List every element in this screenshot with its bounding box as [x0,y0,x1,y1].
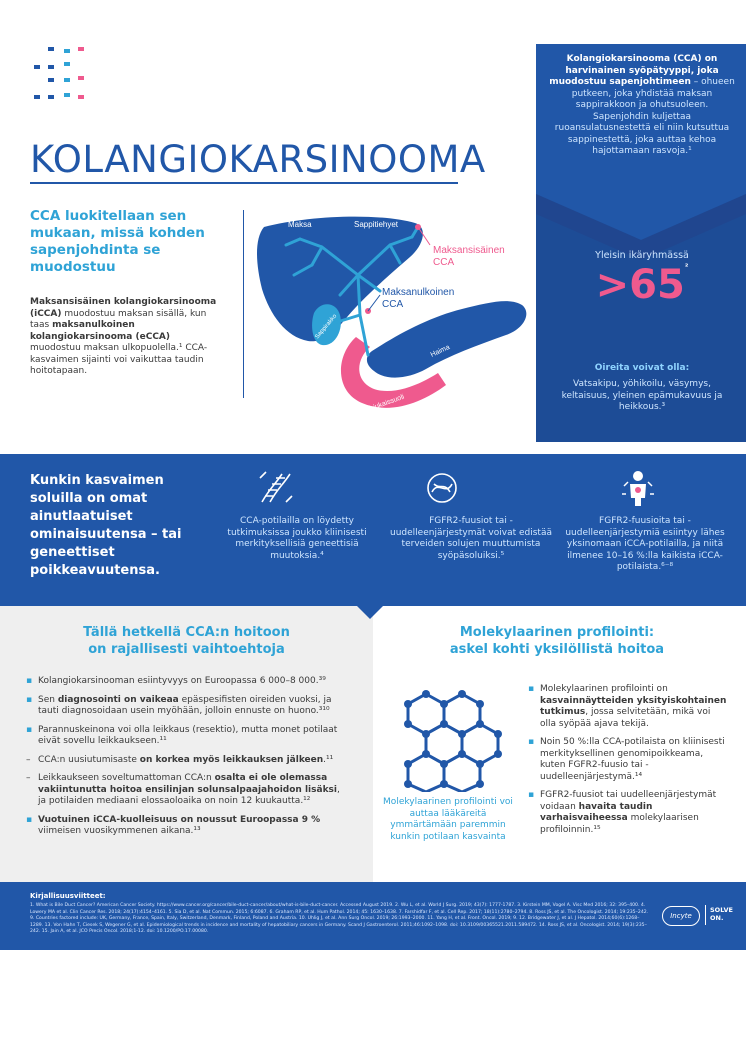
list-item [26,815,346,838]
list-emphasis: on korkea myös leikkauksen jälkeen [139,754,324,765]
genetics-col-1: CCA-potilailla on löydetty tutkimuksissa joukko kliinisesti merkityksellisiä geneettisiä muutoksia.⁴ [227,516,367,561]
label-pohjukaissuoli: Pohjukaissuoli [360,393,406,416]
solve-on-logo [710,906,733,922]
logo-dot [78,76,84,80]
list-text: Sen [38,694,58,705]
list-subitem [26,773,346,808]
band-notch [356,605,384,619]
label-sappirakko: Sappirakko [314,313,339,341]
age-footnote: ² [684,262,689,271]
list-emphasis: havaita taudin varhaisvaiheessa [540,801,653,823]
on-text: ON. [710,914,724,922]
label-maksa: Maksa [288,220,312,229]
logo-dot [78,47,84,51]
dna-icon [256,468,296,508]
treatment-heading [20,624,353,658]
list-emphasis: diagnosointi on vaikeaa [57,694,179,705]
intro-text: muodostuu maksan sisällä, kun taas [30,308,207,330]
list-item [528,684,728,730]
age-label: Yleisin ikäryhmässä [595,250,689,261]
logo-dot [48,78,54,82]
list-item: ▪ Parannuskeinona voi olla leikkaus (resektio), mutta monet potilaat eivät sovellu leikkaukseen.¹¹ [26,725,346,748]
solve-text: SOLVE [710,906,733,914]
profiling-heading-line-2: askel kohti yksilöllistä hoitoa [449,642,665,657]
logo-dot [48,65,54,69]
logo-divider [705,905,706,925]
profiling-heading-line-1: Molekylaarinen profilointi: [459,625,655,640]
list-text: epäspesifisten oireiden vuoksi, ja tauti diagnosoidaan usein myöhään, jolloin ennuste on huono.³¹⁰ [38,694,332,716]
cca-definition [548,54,736,158]
references-title: Kirjallisuusviitteet: [30,892,106,900]
list-text: FGFR2-fuusiot tai uudelleenjärjestymät voidaan [540,790,717,812]
logo-dot [64,62,70,66]
logo-dot [34,65,40,69]
patient-icon [618,468,658,508]
logo-dot [48,95,54,99]
list-text: Molekylaarinen profilointi on [540,684,668,694]
label-sappitiehyet: Sappitiehyet [354,220,399,229]
label-ecca-2: CCA [382,299,404,310]
list-item: ▪ Kolangiokarsinooman esiintyvyys on Euroopassa 6 000–8 000.³⁹ [26,676,346,688]
list-emphasis: osalta ei ole olemassa vakiintunutta hoitoa ensilinjan solunsalpaajahoidon lisäksi [38,773,338,795]
list-subitem [26,755,346,767]
molecule-icon [396,684,508,792]
list-emphasis: kasvainnäytteiden yksityiskohtainen tutkimus [540,695,727,717]
profiling-caption: Molekylaarinen profilointi voi auttaa lääkäreitä ymmärtämään paremmin kunkin potilaan kasvainta [383,797,513,842]
symptoms-heading: Oireita voivat olla: [594,363,690,373]
symptoms-text: Vatsakipu, yöhikoilu, väsymys, keltaisuus, yleinen epämukavuus ja heikkous.³ [561,379,723,412]
cca-definition-text: – ohueen putkeen, joka yhdistää maksan sappirakkoon ja ohutsuoleen. Sapenjohdin kuljettaa ruoansulatusnestettä eli niin kutsuttua sappinestettä, joka auttaa kehoa hajottamaan rasvoja.¹ [554,77,735,156]
treatment-heading-line-1: Tällä hetkellä CCA:n hoitoon [83,625,290,640]
list-item [26,695,346,718]
intro-heading: CCA luokitellaan sen mukaan, missä kohden sapenjohdinta se muodostuu [30,208,205,275]
cell-icon [422,468,462,508]
list-item: ▪ Noin 50 %:lla CCA-potilaista on kliinisesti merkityksellinen genomipoikkeama, kuten FGFR2-fuusio tai -uudelleenjärjestymä.¹⁴ [528,737,728,783]
label-icca-2: CCA [433,257,455,268]
references-text: 1. What is Bile Duct Cancer? American Cancer Society. https://www.cancer.org/cancer/bile-duct-cancer/about/what-is-bile-duct-cancer. Accessed August 2019. 2. Wu L, et al. World J Surg. 2019; 43(7): 1777-1787. 3. Kirstein MM, Vogel A. Visc Med 2016; 32: 395–400. 4. Lowery MA et al. Clin Cancer Res. 2018; 24(17):4154–4161. 5. Sia D, et al. Nat Commun. 2015; 6:6087. 6. Graham RP, et al. Hum Pathol. 2014; 45: 1630–1638. 7. Farshidfar F, et al. Cell Rep. 2017; 18(11):2780–2794. 8. Ross JS, et al. The Oncologist. 2014; 19:235–242. 9. Countries factored include: UK, Germany, France, Spain, Italy, Switzerland, Denmark, Finland, Poland and Austria. 10. Uhlig J, et al. Ann Surg Oncol. 2019; 26:1993–2000. 11. Yang H, et al. Front. Oncol. 2019; 9. 12. Bridgewater J, et al. J Hepatol. 2014;60(6):1268–1289. 13. Von Hahn T, Ciesek S, Wegener G, et al. Epidemiological trends in incidence and mortality of hepatobiliary cancers in Germany. Scand J Gastroenterol. 2011;46:1092–1098. doi: 10.3109/00365521.2011.589472. 14. Ross JS, et al. Oncologist. 2014; 19(3):235–242. 15. Jain A, et al. JCO Precis Oncol. 2018;1-12. doi: 10.1200/PO.17.00080. [30,903,649,935]
logo-dot [34,95,40,99]
icca-term: Maksansisäinen kolangiokarsinooma (iCCA) [30,297,217,319]
list-emphasis: Vuotuinen iCCA-kuolleisuus on noussut Euroopassa 9 % [38,814,321,825]
intro-body [30,297,220,378]
logo-dot [64,78,70,82]
logo-dot [78,95,84,99]
label-icca-1: Maksansisäinen [433,245,505,256]
list-text: .¹¹ [323,754,334,765]
label-haima: Haima [429,343,451,359]
list-text: , jossa selvitetään, mikä voi olla syöpää ajava tekijä. [540,707,711,729]
genetics-col-3: FGFR2-fuusioita tai -uudelleenjärjestymiä esiintyy lähes yksinomaan iCCA-potilailla, ja niitä ilmenee 10–16 %:lla kaikista iCCA-potilaista.⁶⁻⁸ [565,516,725,572]
page-title: KOLANGIOKARSINOOMA [30,138,486,181]
logo-dot [64,49,70,53]
logo-dot [48,47,54,51]
treatment-list [26,676,346,845]
list-text: Leikkaukseen soveltumattoman CCA:n [38,773,215,783]
pancreas-shape [367,301,526,377]
label-ecca-1: Maksanulkoinen [382,287,455,298]
profiling-list [528,684,728,843]
list-text: molekylaarisen profiloinnin.¹⁵ [540,813,699,835]
list-text: CCA:n uusiutumisaste [38,754,140,765]
genetics-heading: Kunkin kasvaimen soluilla on omat ainutlaatuiset ominaisuutensa – tai geneettiset poikkeavuutensa. [30,473,182,578]
title-underline [30,182,458,184]
vertical-divider [243,210,244,398]
intro-text: muodostuu maksan ulkopuolella.¹ CCA-kasvaimen sijainti voi vaikuttaa taudin hoitotapaan. [30,343,208,376]
genetics-col-2: FGFR2-fuusiot tai -uudelleenjärjestymät voivat edistää terveiden solujen muuttumista syöpäsoluiksi.⁵ [390,516,552,561]
logo-dot [64,93,70,97]
bile-duct-diagram [250,205,540,420]
ecca-term: maksanulkoinen kolangiokarsinooma (eCCA) [30,320,171,342]
list-text: , ja potilaiden mediaani elossaoloaika on noin 12 kuukautta.¹² [38,784,340,806]
list-text: viimeisen vuosikymmenen aikana.¹³ [38,826,201,836]
cca-definition-bold: Kolangiokarsinooma (CCA) on harvinainen syöpätyyppi, joka muodostuu sapenjohtimeen [549,54,719,87]
incyte-logo: Incyte [662,906,700,926]
treatment-heading-line-2: on rajallisesti vaihtoehtoja [88,642,285,657]
list-item [528,790,728,836]
age-stat [548,262,736,308]
ecca-pointer [368,295,380,311]
profiling-heading [382,624,732,658]
age-value: >65 [595,262,685,308]
